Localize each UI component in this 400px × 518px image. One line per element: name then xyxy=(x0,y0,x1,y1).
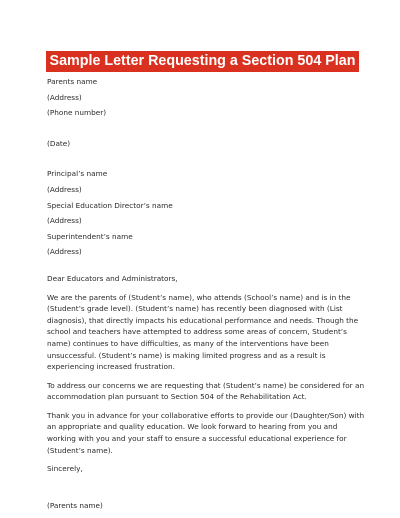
paragraph-request: To address our concerns we are requesting that (Student’s name) be considered for an accommodation plan pursuant to Section 504 of the Rehabilitation Act. xyxy=(47,380,365,402)
recipient-principal-name: Principal’s name xyxy=(47,169,108,179)
closing: Sincerely, xyxy=(47,464,83,474)
sender-phone: (Phone number) xyxy=(47,108,107,118)
salutation: Dear Educators and Administrators, xyxy=(47,273,178,283)
paragraph-intro: We are the parents of (Student’s name), who attends (School’s name) and is in the (Student’s grade level). (Student’s name) has recently been diagnosed with (List diagnosis), that directly impacts his educational performance and needs. Though the school and teachers have attempted to address some areas of concern, Student’s name) continues to have difficulties, as many of the interventions have been unsuccessful. (Student’s name) is making limited progress and as a result is experiencing increased frustration. xyxy=(47,292,359,372)
recipient-director-address: (Address) xyxy=(47,216,82,226)
sender-name: Parents name xyxy=(47,77,98,86)
recipient-principal-address: (Address) xyxy=(47,184,82,194)
sender-address: (Address) xyxy=(47,92,82,102)
signature: (Parents name) xyxy=(47,500,103,510)
paragraph-thanks: Thank you in advance for your collaborative efforts to provide our (Daughter/Son) with an appropriate and quality education. We look forward to hearing from you and working with you and your staff to ensure a successful educational experience for (Student’s name). xyxy=(47,410,365,455)
document-title: Sample Letter Requesting a Section 504 Plan xyxy=(46,51,359,72)
recipient-director-name: Special Education Director’s name xyxy=(47,200,173,210)
recipient-superintendent-name: Superintendent’s name xyxy=(47,231,133,241)
recipient-superintendent-address: (Address) xyxy=(47,247,82,257)
letter-body xyxy=(47,76,367,511)
letter-date: (Date) xyxy=(47,138,71,148)
